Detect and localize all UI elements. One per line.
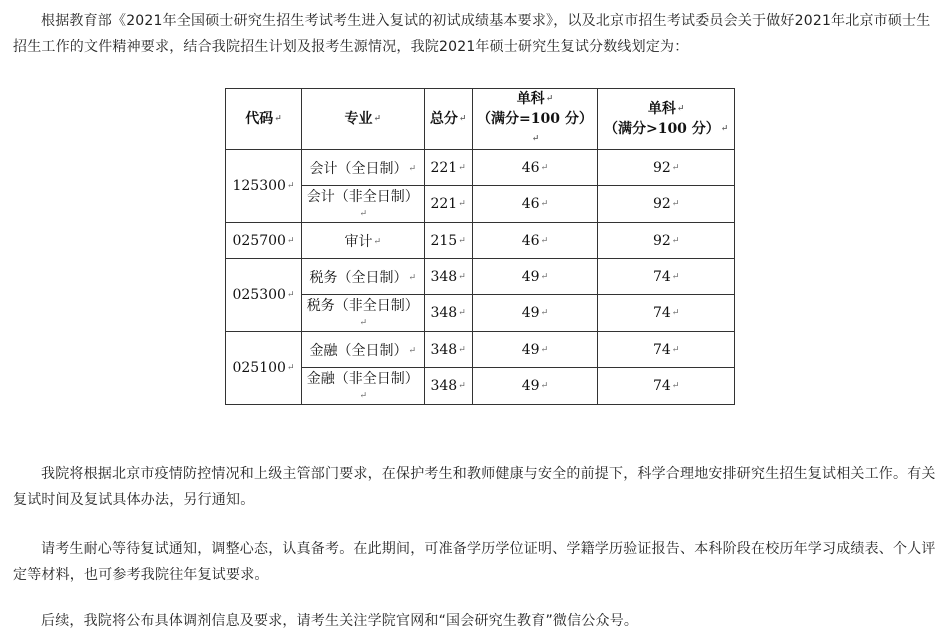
paragraph-mark-icon: ↵ bbox=[458, 162, 466, 173]
cell-single-100 bbox=[472, 259, 598, 295]
cell-major-text: 税务（全日制） bbox=[309, 269, 408, 286]
cell-major bbox=[301, 150, 424, 186]
cell-single-over-100-text: 92 bbox=[652, 159, 671, 176]
cell-major-text: 审计 bbox=[344, 233, 373, 250]
paragraph-mark-icon: ↵ bbox=[671, 308, 680, 318]
header-single-100: 单科↵ （满分=100 分）↵ bbox=[472, 89, 598, 150]
cell-total bbox=[424, 223, 472, 259]
paragraph-mark-icon: ↵ bbox=[408, 272, 417, 283]
cell-single-100-text: 46 bbox=[521, 196, 540, 212]
cell-single-100-text: 49 bbox=[521, 305, 540, 321]
cell-major bbox=[301, 259, 424, 295]
cell-single-100 bbox=[472, 332, 598, 368]
cell-single-100 bbox=[472, 295, 598, 332]
cell-total-text: 221 bbox=[430, 196, 458, 212]
cell-major-text: 税务（非全日制） bbox=[306, 298, 419, 314]
paragraph-mark-icon: ↵ bbox=[671, 199, 680, 209]
cell-total bbox=[424, 295, 472, 332]
cell-single-100-text: 49 bbox=[521, 341, 540, 358]
table-row bbox=[226, 259, 735, 295]
paragraph-mark-icon: ↵ bbox=[373, 236, 382, 247]
cell-single-100 bbox=[472, 223, 598, 259]
intro-paragraph: 根据教育部《2021年全国硕士研究生招生考试考生进入复试的初试成绩基本要求》，以及北京市招生考试委员会关于做好2021年北京市硕士生招生工作的文件精神要求，结合我院招生计划及报考生源情况，我院2021年硕士研究生复试分数线划定为： bbox=[13, 13, 931, 55]
cell-code-text: 025300 bbox=[232, 287, 286, 303]
cell-single-over-100-text: 74 bbox=[652, 305, 671, 321]
cell-code-text: 125300 bbox=[232, 178, 286, 194]
cell-code-text: 025700 bbox=[232, 232, 286, 249]
cell-single-over-100-text: 74 bbox=[652, 268, 671, 285]
cell-total-text: 221 bbox=[430, 159, 458, 176]
cell-major-text: 会计（全日制） bbox=[309, 160, 408, 177]
cell-code-text: 025100 bbox=[232, 360, 286, 376]
paragraph-mark-icon: ↵ bbox=[458, 199, 466, 209]
paragraph-mark-icon: ↵ bbox=[540, 162, 549, 173]
cell-major bbox=[301, 223, 424, 259]
followup-paragraph: 后续，我院将公布具体调剂信息及要求，请考生关注学院官网和“国会研究生教育”微信公众号。 bbox=[41, 613, 639, 629]
paragraph-mark-icon: ↵ bbox=[671, 344, 680, 355]
arrangement-paragraph: 我院将根据北京市疫情防控情况和上级主管部门要求，在保护考生和教师健康与安全的前提下，科学合理地安排研究生招生复试相关工作。有关复试时间及复试具体办法，另行通知。 bbox=[13, 466, 936, 508]
cell-major bbox=[301, 332, 424, 368]
cell-single-over-100-text: 92 bbox=[652, 196, 671, 212]
score-table-body bbox=[226, 89, 735, 405]
header-code: 代码↵ bbox=[226, 89, 302, 150]
cell-total bbox=[424, 332, 472, 368]
cell-single-over-100 bbox=[598, 150, 735, 186]
paragraph-mark-icon: ↵ bbox=[458, 344, 466, 355]
paragraph-mark-icon: ↵ bbox=[671, 381, 680, 391]
header-total: 总分↵ bbox=[424, 89, 472, 150]
table-row bbox=[226, 150, 735, 186]
paragraph-mark-icon: ↵ bbox=[286, 363, 295, 373]
paragraph-mark-icon: ↵ bbox=[671, 235, 680, 246]
cell-major bbox=[301, 368, 424, 405]
paragraph-mark-icon: ↵ bbox=[286, 235, 295, 246]
paragraph-mark-icon: ↵ bbox=[540, 308, 549, 318]
preparation-paragraph: 请考生耐心等待复试通知，调整心态，认真备考。在此期间，可准备学历学位证明、学籍学历验证报告、本科阶段在校历年学习成绩表、个人评定等材料，也可参考我院往年复试要求。 bbox=[13, 541, 936, 583]
paragraph-mark-icon: ↵ bbox=[408, 163, 417, 174]
cell-single-over-100 bbox=[598, 368, 735, 405]
paragraph-mark-icon: ↵ bbox=[540, 235, 549, 246]
cell-single-100 bbox=[472, 150, 598, 186]
table-row bbox=[226, 186, 735, 223]
paragraph-mark-icon: ↵ bbox=[458, 381, 466, 391]
table-row bbox=[226, 332, 735, 368]
cell-single-over-100-text: 74 bbox=[652, 378, 671, 394]
paragraph-mark-icon: ↵ bbox=[671, 162, 680, 173]
table-row bbox=[226, 223, 735, 259]
cell-total-text: 215 bbox=[430, 232, 458, 249]
cell-total bbox=[424, 368, 472, 405]
cell-single-100-text: 46 bbox=[521, 159, 540, 176]
cell-single-over-100 bbox=[598, 295, 735, 332]
paragraph-mark-icon: ↵ bbox=[540, 271, 549, 282]
paragraph-mark-icon: ↵ bbox=[359, 209, 368, 219]
paragraph-mark-icon: ↵ bbox=[671, 271, 680, 282]
paragraph-mark-icon: ↵ bbox=[359, 391, 368, 401]
table-row bbox=[226, 368, 735, 405]
paragraph-mark-icon: ↵ bbox=[286, 181, 295, 191]
cell-major bbox=[301, 186, 424, 223]
cell-single-100-text: 46 bbox=[521, 232, 540, 249]
cell-major bbox=[301, 295, 424, 332]
cell-single-100-text: 49 bbox=[521, 378, 540, 394]
paragraph-mark-icon: ↵ bbox=[540, 381, 549, 391]
score-line-table bbox=[225, 88, 735, 405]
cell-total-text: 348 bbox=[430, 268, 458, 285]
cell-single-over-100-text: 74 bbox=[652, 341, 671, 358]
cell-major-text: 会计（非全日制） bbox=[306, 189, 419, 205]
header-single-over-100: 单科↵ （满分>100 分）↵ bbox=[598, 89, 735, 150]
cell-single-100 bbox=[472, 186, 598, 223]
paragraph-mark-icon: ↵ bbox=[540, 199, 549, 209]
cell-single-over-100-text: 92 bbox=[652, 232, 671, 249]
cell-code bbox=[226, 259, 302, 332]
cell-total-text: 348 bbox=[430, 378, 458, 394]
cell-code bbox=[226, 150, 302, 223]
cell-single-over-100 bbox=[598, 259, 735, 295]
paragraph-mark-icon: ↵ bbox=[458, 308, 466, 318]
cell-single-over-100 bbox=[598, 223, 735, 259]
table-header-row bbox=[226, 89, 735, 150]
cell-single-100 bbox=[472, 368, 598, 405]
cell-major-text: 金融（非全日制） bbox=[306, 371, 419, 387]
paragraph-mark-icon: ↵ bbox=[458, 271, 466, 282]
cell-total-text: 348 bbox=[430, 341, 458, 358]
cell-code bbox=[226, 332, 302, 405]
cell-code bbox=[226, 223, 302, 259]
paragraph-mark-icon: ↵ bbox=[286, 290, 295, 300]
cell-total-text: 348 bbox=[430, 305, 458, 321]
score-table-container bbox=[225, 88, 735, 401]
paragraph-mark-icon: ↵ bbox=[408, 345, 417, 356]
paragraph-mark-icon: ↵ bbox=[458, 235, 466, 246]
header-major: 专业↵ bbox=[301, 89, 424, 150]
cell-single-over-100 bbox=[598, 332, 735, 368]
cell-major-text: 金融（全日制） bbox=[309, 342, 408, 359]
cell-total bbox=[424, 186, 472, 223]
paragraph-mark-icon: ↵ bbox=[359, 318, 368, 328]
cell-single-over-100 bbox=[598, 186, 735, 223]
table-row bbox=[226, 295, 735, 332]
cell-total bbox=[424, 259, 472, 295]
cell-total bbox=[424, 150, 472, 186]
cell-single-100-text: 49 bbox=[521, 268, 540, 285]
paragraph-mark-icon: ↵ bbox=[540, 344, 549, 355]
